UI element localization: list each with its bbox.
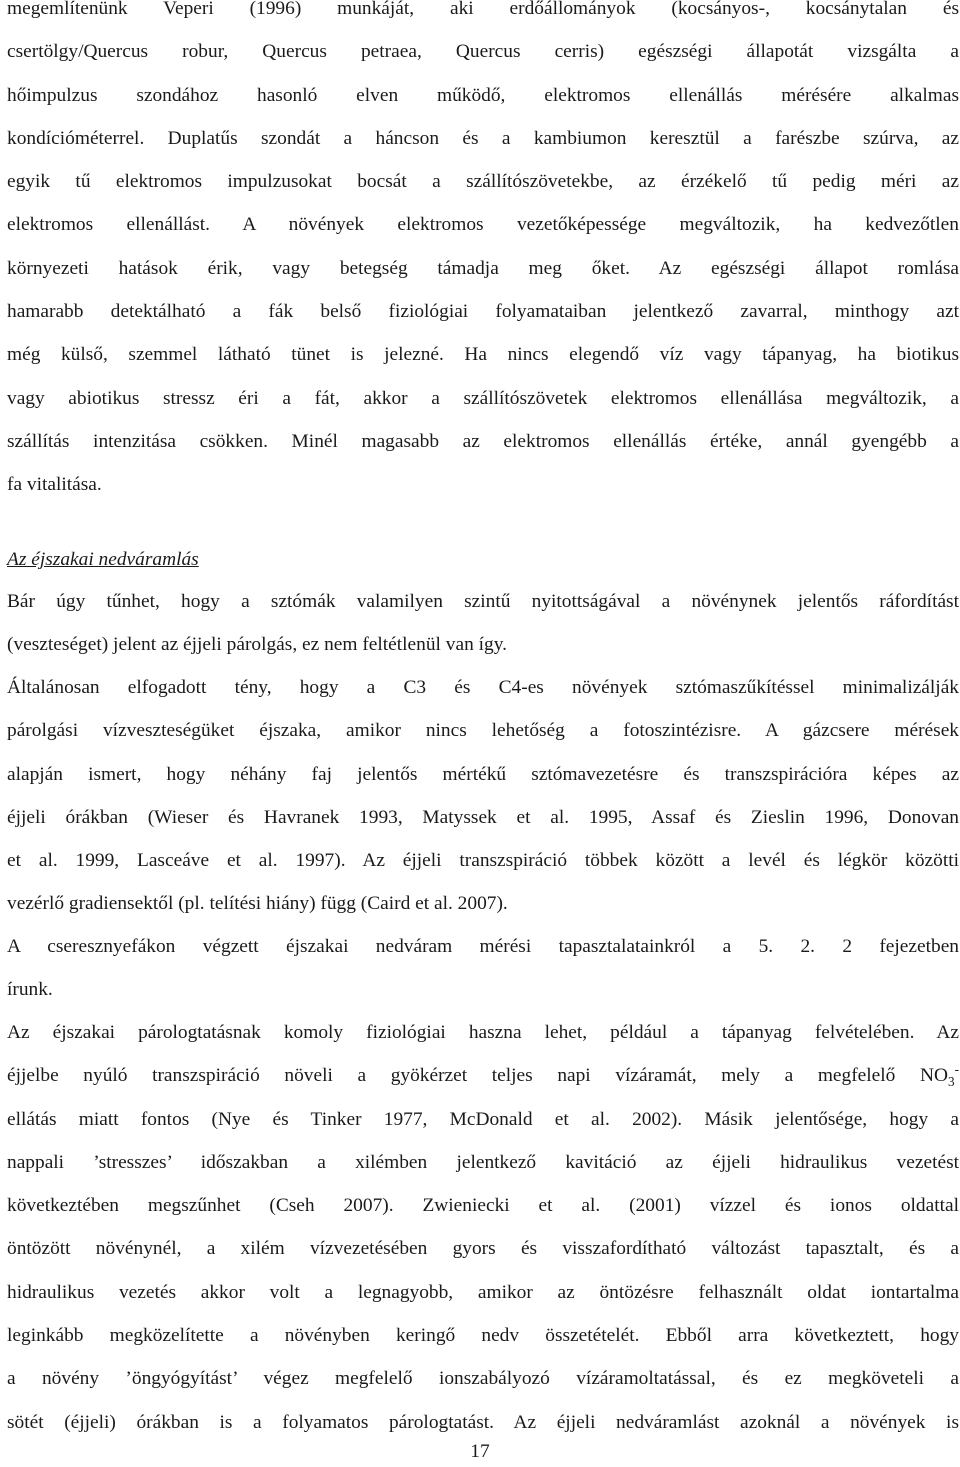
text-line: et al. 1999, Lasceáve et al. 1997). Az éjjeli transzspiráció többek között a levél és légkör közötti: [7, 850, 959, 872]
text-line: párolgási vízveszteségüket éjszaka, amikor nincs lehetőség a fotoszintézisre. A gázcsere mérések: [7, 720, 959, 742]
text-line: sötét (éjjeli) órákban is a folyamatos párologtatást. Az éjjeli nedváramlást azoknál a növények is: [7, 1411, 959, 1433]
page-number: 17: [470, 1441, 490, 1462]
text-line: nappali ’stresszes’ időszakban a xilémben jelentkező kavitáció az éjjeli hidraulikus vezetést: [7, 1151, 959, 1173]
text-line: hamarabb detektálható a fák belső fiziológiai folyamataiban jelentkező zavarral, minthogy azt: [7, 301, 959, 323]
text-line: elektromos ellenállást. A növények elektromos vezetőképessége megváltozik, ha kedvezőtlen: [7, 214, 959, 236]
formula-subscript: 3: [948, 1074, 955, 1090]
text-line: alapján ismert, hogy néhány faj jelentős mértékű sztómavezetésre és transzspirációra képes az: [7, 763, 959, 785]
text-line: A cseresznyefákon végzett éjszakai nedváram mérési tapasztalatainkról a 5. 2. 2 fejezetben: [7, 936, 959, 957]
section-heading: Az éjszakai nedváramlás: [7, 549, 199, 570]
text-line: hőimpulzus szondához hasonló elven működő, elektromos ellenállás mérésére alkalmas: [7, 84, 959, 106]
text-line: (veszteséget) jelent az éjjeli párolgás, ez nem feltétlenül van így.: [7, 634, 507, 656]
text-line: vezérlő gradiensektől (pl. telítési hiány) függ (Caird et al. 2007).: [7, 893, 508, 915]
text-line-formula: [7, 1054, 959, 1097]
text-line: szállítás intenzitása csökken. Minél magasabb az elektromos ellenállás értéke, annál gyengébb a: [7, 430, 959, 452]
formula-line-text: éjjelbe nyúló transzspiráció növeli a gyökérzet teljes napi vízáramát, mely a megfelelő NO: [7, 1065, 948, 1087]
paragraph-transpiration: [7, 666, 959, 926]
text-line: fa vitalitása.: [7, 474, 102, 496]
text-line: kondícióméterrel. Duplatűs szondát a háncson és a kambiumon keresztül a farészbe szúrva, az: [7, 127, 959, 149]
text-line: Bár úgy tűnhet, hogy a sztómák valamilyen szintű nyitottságával a növénynek jelentős ráfordítást: [7, 591, 959, 612]
text-line: a növény ’öngyógyítást’ végez megfelelő ionszabályozó vízáramoltatással, és ez megköveteli a: [7, 1368, 959, 1390]
text-line: Az éjszakai párologtatásnak komoly fiziológiai haszna lehet, például a tápanyag felvételében. Az: [7, 1022, 959, 1043]
paragraph-night-evaporation: [7, 1011, 959, 1444]
text-line: éjjeli órákban (Wieser és Havranek 1993, Matyssek et al. 1995, Assaf és Zieslin 1996, Donovan: [7, 806, 959, 828]
text-line: következtében megszűnhet (Cseh 2007). Zwieniecki et al. (2001) vízzel és ionos oldattal: [7, 1195, 959, 1217]
paragraph-stomata: [7, 580, 959, 667]
formula-superscript: -: [954, 1061, 959, 1077]
text-line: vagy abiotikus stressz éri a fát, akkor a szállítószövetek elektromos ellenállása megváltozik, a: [7, 387, 959, 409]
text-line: hidraulikus vezetés akkor volt a legnagyobb, amikor az öntözésre felhasznált oldat iontartalma: [7, 1281, 959, 1303]
text-line: leginkább megközelítette a növényben keringő nedv összetételét. Ebből arra következtett, hogy: [7, 1325, 959, 1347]
text-line: egyik tű elektromos impulzusokat bocsát a szállítószövetekbe, az érzékelő tű pedig méri az: [7, 171, 959, 193]
text-line: csertölgy/Quercus robur, Quercus petraea, Quercus cerris) egészségi állapotát vizsgálta a: [7, 41, 959, 63]
paragraph-cherry-reference: [7, 925, 959, 1012]
text-line: írunk.: [7, 979, 53, 1001]
text-line: öntözött növénynél, a xilém vízvezetésében gyors és visszafordítható változást tapasztalt, és a: [7, 1238, 959, 1260]
text-line: Általánosan elfogadott tény, hogy a C3 és C4-es növények sztómaszűkítéssel minimalizálják: [7, 677, 959, 698]
text-line: környezeti hatások érik, vagy betegség támadja meg őket. Az egészségi állapot romlása: [7, 257, 959, 279]
paragraph-intro: [7, 0, 959, 507]
text-line: még külső, szemmel látható tünet is jelezné. Ha nincs elegendő víz vagy tápanyag, ha biotikus: [7, 344, 959, 366]
text-line: megemlítenünk Veperi (1996) munkáját, aki erdőállományok (kocsányos-, kocsánytalan és: [7, 0, 959, 19]
text-line: ellátás miatt fontos (Nye és Tinker 1977, McDonald et al. 2002). Másik jelentősége, hogy a: [7, 1108, 959, 1130]
